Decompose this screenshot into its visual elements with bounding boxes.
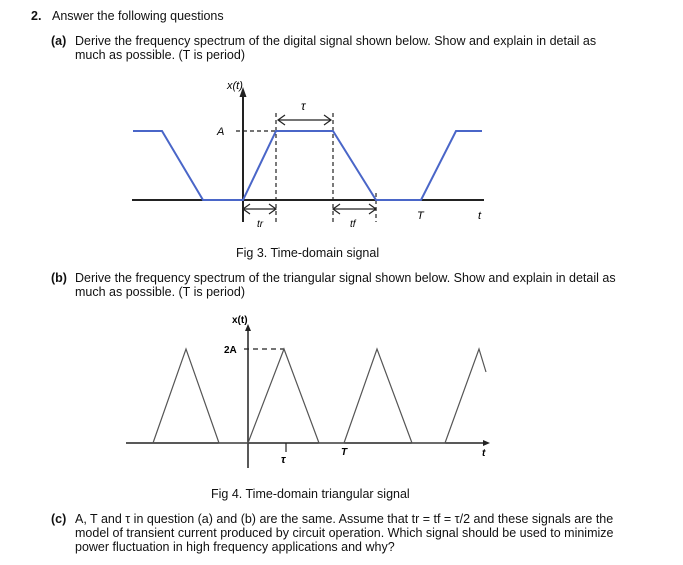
fig4-y-label: x(t) [232, 315, 248, 326]
part-a-text-line1: Derive the frequency spectrum of the digital signal shown below. Show and explain in detail as [75, 34, 597, 48]
fig3-tau-label: τ [301, 99, 306, 113]
fig3-tf-label: tf [350, 219, 356, 230]
part-a-text-line2: much as possible. (T is period) [75, 48, 245, 62]
question-number: 2. [31, 9, 42, 23]
fig4-caption: Fig 4. Time-domain triangular signal [211, 487, 410, 501]
part-b-label: (b) [51, 271, 67, 285]
fig3-period-label: T [417, 210, 424, 222]
fig4-period-label: T [341, 447, 348, 458]
fig4-amplitude-label: 2A [224, 345, 237, 356]
fig4-tau-label: τ [281, 454, 286, 466]
part-c-label: (c) [51, 512, 67, 526]
fig3-caption: Fig 3. Time-domain signal [236, 246, 380, 260]
fig3-y-label: x(t) [227, 80, 243, 92]
question-title: Answer the following questions [52, 9, 224, 23]
fig4-waveform [153, 349, 486, 443]
fig3-tr-label: tr [257, 219, 264, 230]
fig3-t-label: t [478, 210, 482, 222]
part-c-text-line3: power fluctuation in high frequency applications and why? [75, 540, 395, 554]
part-c-text-line1: A, T and τ in question (a) and (b) are the same. Assume that tr = tf = τ/2 and these signals are the [75, 512, 614, 526]
fig3-amplitude-label: A [217, 126, 225, 138]
part-a-label: (a) [51, 34, 67, 48]
fig4-t-label: t [482, 448, 486, 459]
part-b-text-line2: much as possible. (T is period) [75, 285, 245, 299]
part-c-text-line2: model of transient current produced by circuit operation. Which signal should be used to minimize [75, 526, 614, 540]
fig4-x-arrow-icon [483, 440, 490, 446]
part-b-text-line1: Derive the frequency spectrum of the triangular signal shown below. Show and explain in detail as [75, 271, 616, 285]
